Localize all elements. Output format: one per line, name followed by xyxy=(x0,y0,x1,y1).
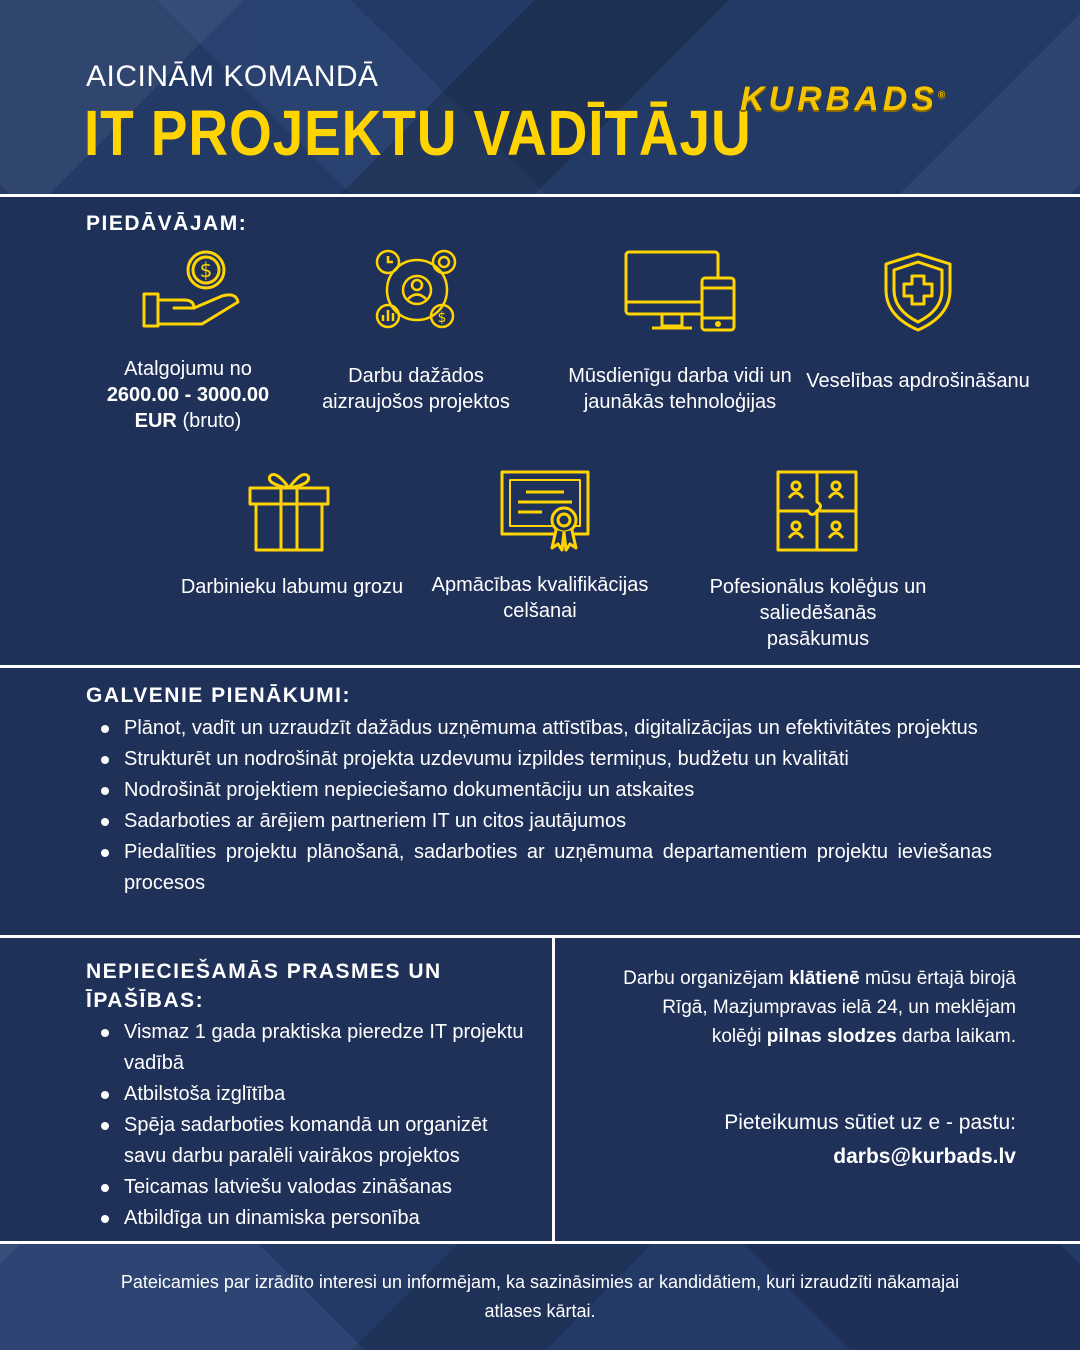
work-text-3c: darba laikam. xyxy=(896,1026,1016,1047)
hand-coin-icon xyxy=(140,248,244,332)
divider-duties xyxy=(0,935,1080,938)
duties-list xyxy=(86,713,992,899)
certificate-icon xyxy=(498,468,592,554)
work-onsite: klātienē xyxy=(788,968,860,989)
svg-text:$: $ xyxy=(437,310,447,326)
skills-heading-line1: NEPIECIEŠAMĀS PRASMES UN xyxy=(86,960,442,983)
skills-heading xyxy=(86,957,442,1015)
footer-note: Pateicamies par izrādīto interesi un informējam, ka sazināsimies ar kandidātiem, kuri izraudzīti nākamajai atlases kārtai. xyxy=(120,1272,960,1321)
work-text-1a: Darbu organizējam xyxy=(623,968,789,989)
benefit-insurance: Veselības apdrošināšanu xyxy=(806,370,1030,392)
duties-heading: GALVENIE PIENĀKUMI: xyxy=(86,684,351,707)
header-kicker: AICINĀM KOMANDĀ xyxy=(86,60,379,93)
health-shield-icon xyxy=(880,250,956,334)
logo-registered-mark: ® xyxy=(938,89,946,101)
benefit-environment: Mūsdienīgu darba vidi un jaunākās tehnoloģijas xyxy=(568,365,792,413)
duty-item: Strukturēt un nodrošināt projekta uzdevumu izpildes termiņus, budžetu un kvalitāti xyxy=(86,744,992,775)
benefit-salary xyxy=(68,356,308,434)
work-text-3a: kolēģi xyxy=(711,1026,767,1047)
skill-item: Vismaz 1 gada praktiska pieredze IT projektu vadībā xyxy=(86,1017,526,1079)
work-address: Rīgā, Mazjumpravas ielā 24, un meklējam xyxy=(662,997,1016,1018)
skills-heading-line2: ĪPAŠĪBAS: xyxy=(86,989,205,1012)
apply-block xyxy=(580,1106,1016,1174)
kurbads-logo xyxy=(740,80,945,119)
benefit-training: Apmācības kvalifikācijas celšanai xyxy=(431,574,649,622)
offer-heading: PIEDĀVĀJAM: xyxy=(86,212,248,235)
benefit-salary-amount: 2600.00 - 3000.00 xyxy=(106,384,270,406)
duty-item: Sadarboties ar ārējiem partneriem IT un citos jautājumos xyxy=(86,806,992,837)
benefit-salary-line1: Atalgojumu no xyxy=(124,358,252,380)
apply-text: Pieteikumus sūtiet uz e - pastu: xyxy=(724,1111,1016,1134)
gift-icon xyxy=(246,468,332,554)
apply-email-link[interactable]: darbs@kurbads.lv xyxy=(833,1145,1016,1168)
page-title: IT PROJEKTU VADĪTĀJU xyxy=(84,97,752,169)
skill-item: Spēja sadarboties komandā un organizēt savu darbu paralēli vairākos projektos xyxy=(86,1110,526,1172)
work-conditions xyxy=(580,964,1016,1051)
skill-item: Teicamas latviešu valodas zināšanas xyxy=(86,1172,526,1203)
duty-item: Nodrošināt projektiem nepieciešamo dokumentāciju un atskaites xyxy=(86,775,992,806)
skill-item: Atbilstoša izglītība xyxy=(86,1079,526,1110)
benefit-salary-gross: (bruto) xyxy=(182,410,242,432)
divider-vertical xyxy=(552,938,555,1241)
work-text-1c: mūsu ērtajā birojā xyxy=(859,968,1016,989)
skills-list xyxy=(86,1017,526,1234)
svg-text:$: $ xyxy=(199,258,213,282)
skill-item: Atbildīga un dinamiska personība xyxy=(86,1203,526,1234)
work-fulltime: pilnas slodzes xyxy=(766,1026,897,1047)
divider-bottom xyxy=(0,1241,1080,1244)
team-gears-icon xyxy=(374,248,460,332)
duty-item: Plānot, vadīt un uzraudzīt dažādus uzņēmuma attīstības, digitalizācijas un efektivitātes projektus xyxy=(86,713,992,744)
puzzle-team-icon xyxy=(774,468,860,554)
benefit-colleagues: Pofesionālus kolēģus un saliedēšanās pasākumus xyxy=(709,576,927,650)
benefit-basket: Darbinieku labumu grozu xyxy=(180,576,404,598)
logo-text: KURBADS xyxy=(740,80,938,118)
devices-icon xyxy=(622,248,738,334)
duty-item: Piedalīties projektu plānošanā, sadarboties ar uzņēmuma departamentiem projektu ieviešanas procesos xyxy=(86,837,992,899)
benefit-salary-currency: EUR xyxy=(134,410,177,432)
divider-offer xyxy=(0,665,1080,668)
divider-top xyxy=(0,194,1080,197)
benefit-projects: Darbu dažādos aizraujošos projektos xyxy=(322,365,510,413)
